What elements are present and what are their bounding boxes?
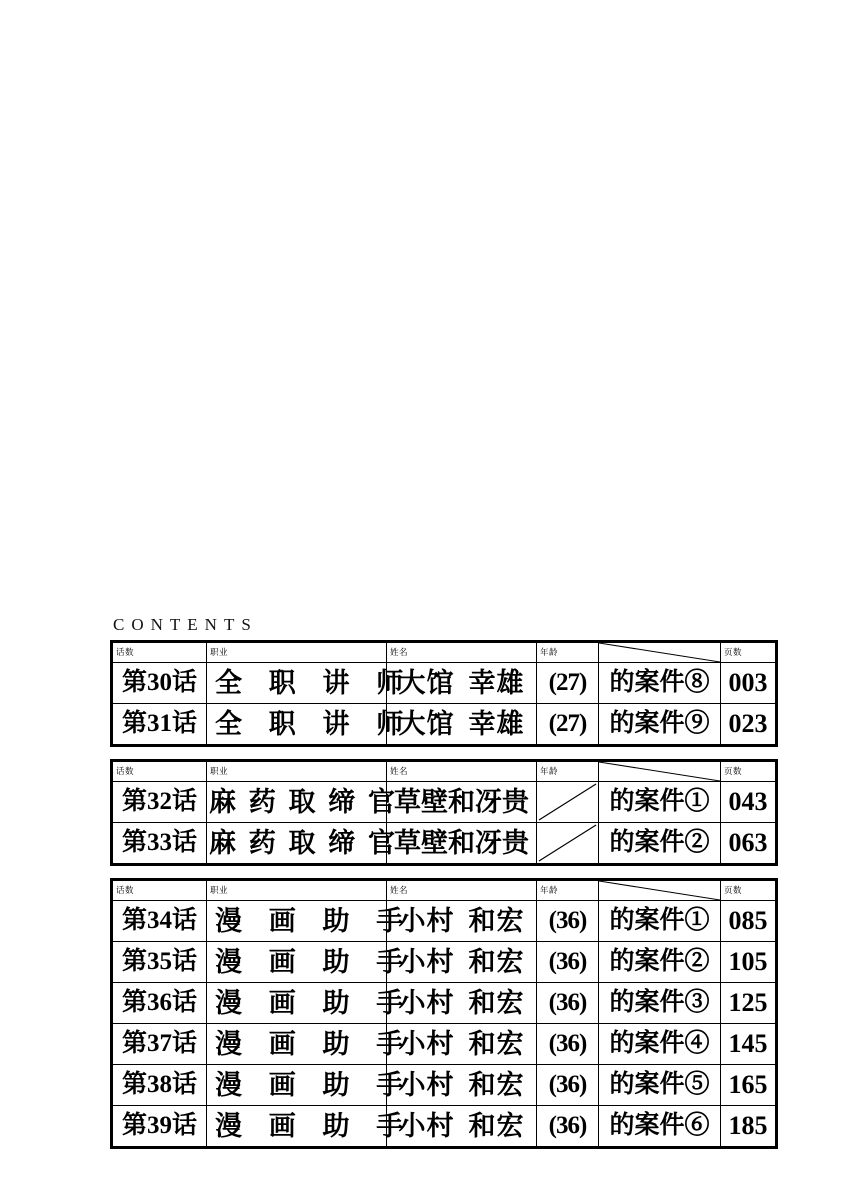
toc-group-1 bbox=[110, 640, 778, 747]
cell-episode: 第32话 bbox=[112, 782, 207, 823]
cell-case: 的案件④ bbox=[599, 1024, 721, 1065]
cell-case: 的案件① bbox=[599, 901, 721, 942]
cell-job: 全 职 讲 师 bbox=[207, 663, 387, 704]
diagonal-slash-icon bbox=[599, 881, 720, 900]
cell-name: 草壁和冴贵 bbox=[387, 823, 537, 865]
table-row bbox=[112, 1106, 777, 1148]
header-job: 职业 bbox=[207, 880, 387, 901]
table-row bbox=[112, 823, 777, 865]
cell-age: (27) bbox=[537, 704, 599, 746]
cell-name: 草壁和冴贵 bbox=[387, 782, 537, 823]
cell-age: (36) bbox=[537, 901, 599, 942]
cell-episode: 第30话 bbox=[112, 663, 207, 704]
table-row bbox=[112, 942, 777, 983]
cell-job: 麻 药 取 缔 官 bbox=[207, 823, 387, 865]
cell-case: 的案件⑨ bbox=[599, 704, 721, 746]
cell-page: 003 bbox=[721, 663, 777, 704]
cell-job: 麻 药 取 缔 官 bbox=[207, 782, 387, 823]
header-case-diagonal bbox=[599, 761, 721, 782]
header-page: 页数 bbox=[721, 642, 777, 663]
cell-page: 023 bbox=[721, 704, 777, 746]
header-case-diagonal bbox=[599, 642, 721, 663]
cell-episode: 第33话 bbox=[112, 823, 207, 865]
cell-name: 小村 和宏 bbox=[387, 983, 537, 1024]
cell-episode: 第31话 bbox=[112, 704, 207, 746]
header-age: 年龄 bbox=[537, 642, 599, 663]
cell-case: 的案件② bbox=[599, 942, 721, 983]
header-episode: 话数 bbox=[112, 761, 207, 782]
cell-age: (36) bbox=[537, 983, 599, 1024]
cell-age: (27) bbox=[537, 663, 599, 704]
cell-age: (36) bbox=[537, 942, 599, 983]
cell-episode: 第35话 bbox=[112, 942, 207, 983]
cell-name: 小村 和宏 bbox=[387, 1024, 537, 1065]
diagonal-slash-icon bbox=[537, 782, 598, 822]
table-row bbox=[112, 663, 777, 704]
cell-case: 的案件⑧ bbox=[599, 663, 721, 704]
cell-name: 小村 和宏 bbox=[387, 942, 537, 983]
cell-job: 漫 画 助 手 bbox=[207, 901, 387, 942]
table-row bbox=[112, 1065, 777, 1106]
cell-job: 漫 画 助 手 bbox=[207, 1106, 387, 1148]
cell-name: 小村 和宏 bbox=[387, 1106, 537, 1148]
header-job: 职业 bbox=[207, 761, 387, 782]
cell-job: 全 职 讲 师 bbox=[207, 704, 387, 746]
cell-page: 085 bbox=[721, 901, 777, 942]
table-row bbox=[112, 704, 777, 746]
cell-age: (36) bbox=[537, 1065, 599, 1106]
cell-name: 大馆 幸雄 bbox=[387, 663, 537, 704]
cell-episode: 第39话 bbox=[112, 1106, 207, 1148]
cell-case: 的案件① bbox=[599, 782, 721, 823]
cell-name: 大馆 幸雄 bbox=[387, 704, 537, 746]
cell-case: 的案件② bbox=[599, 823, 721, 865]
cell-age-empty bbox=[537, 823, 599, 865]
toc-group-2 bbox=[110, 759, 778, 866]
cell-job: 漫 画 助 手 bbox=[207, 983, 387, 1024]
cell-age: (36) bbox=[537, 1024, 599, 1065]
table-of-contents bbox=[110, 640, 775, 1161]
header-name: 姓名 bbox=[387, 880, 537, 901]
table-row bbox=[112, 983, 777, 1024]
table-header-row bbox=[112, 761, 777, 782]
diagonal-slash-icon bbox=[599, 643, 720, 662]
cell-case: 的案件③ bbox=[599, 983, 721, 1024]
toc-group-3 bbox=[110, 878, 778, 1149]
cell-case: 的案件⑤ bbox=[599, 1065, 721, 1106]
table-header-row bbox=[112, 880, 777, 901]
cell-page: 125 bbox=[721, 983, 777, 1024]
cell-page: 043 bbox=[721, 782, 777, 823]
cell-episode: 第36话 bbox=[112, 983, 207, 1024]
table-row bbox=[112, 782, 777, 823]
header-age: 年龄 bbox=[537, 761, 599, 782]
cell-job: 漫 画 助 手 bbox=[207, 1065, 387, 1106]
cell-name: 小村 和宏 bbox=[387, 1065, 537, 1106]
diagonal-slash-icon bbox=[537, 823, 598, 863]
diagonal-slash-icon bbox=[599, 762, 720, 781]
header-name: 姓名 bbox=[387, 761, 537, 782]
header-job: 职业 bbox=[207, 642, 387, 663]
header-page: 页数 bbox=[721, 880, 777, 901]
header-name: 姓名 bbox=[387, 642, 537, 663]
table-row bbox=[112, 901, 777, 942]
cell-page: 145 bbox=[721, 1024, 777, 1065]
header-case-diagonal bbox=[599, 880, 721, 901]
cell-page: 105 bbox=[721, 942, 777, 983]
cell-age: (36) bbox=[537, 1106, 599, 1148]
cell-job: 漫 画 助 手 bbox=[207, 942, 387, 983]
table-header-row bbox=[112, 642, 777, 663]
page-title: CONTENTS bbox=[113, 615, 258, 634]
cell-page: 185 bbox=[721, 1106, 777, 1148]
cell-case: 的案件⑥ bbox=[599, 1106, 721, 1148]
cell-page: 165 bbox=[721, 1065, 777, 1106]
cell-episode: 第37话 bbox=[112, 1024, 207, 1065]
table-row bbox=[112, 1024, 777, 1065]
header-episode: 话数 bbox=[112, 880, 207, 901]
cell-job: 漫 画 助 手 bbox=[207, 1024, 387, 1065]
cell-name: 小村 和宏 bbox=[387, 901, 537, 942]
cell-episode: 第38话 bbox=[112, 1065, 207, 1106]
header-episode: 话数 bbox=[112, 642, 207, 663]
cell-page: 063 bbox=[721, 823, 777, 865]
header-age: 年龄 bbox=[537, 880, 599, 901]
header-page: 页数 bbox=[721, 761, 777, 782]
cell-age-empty bbox=[537, 782, 599, 823]
cell-episode: 第34话 bbox=[112, 901, 207, 942]
